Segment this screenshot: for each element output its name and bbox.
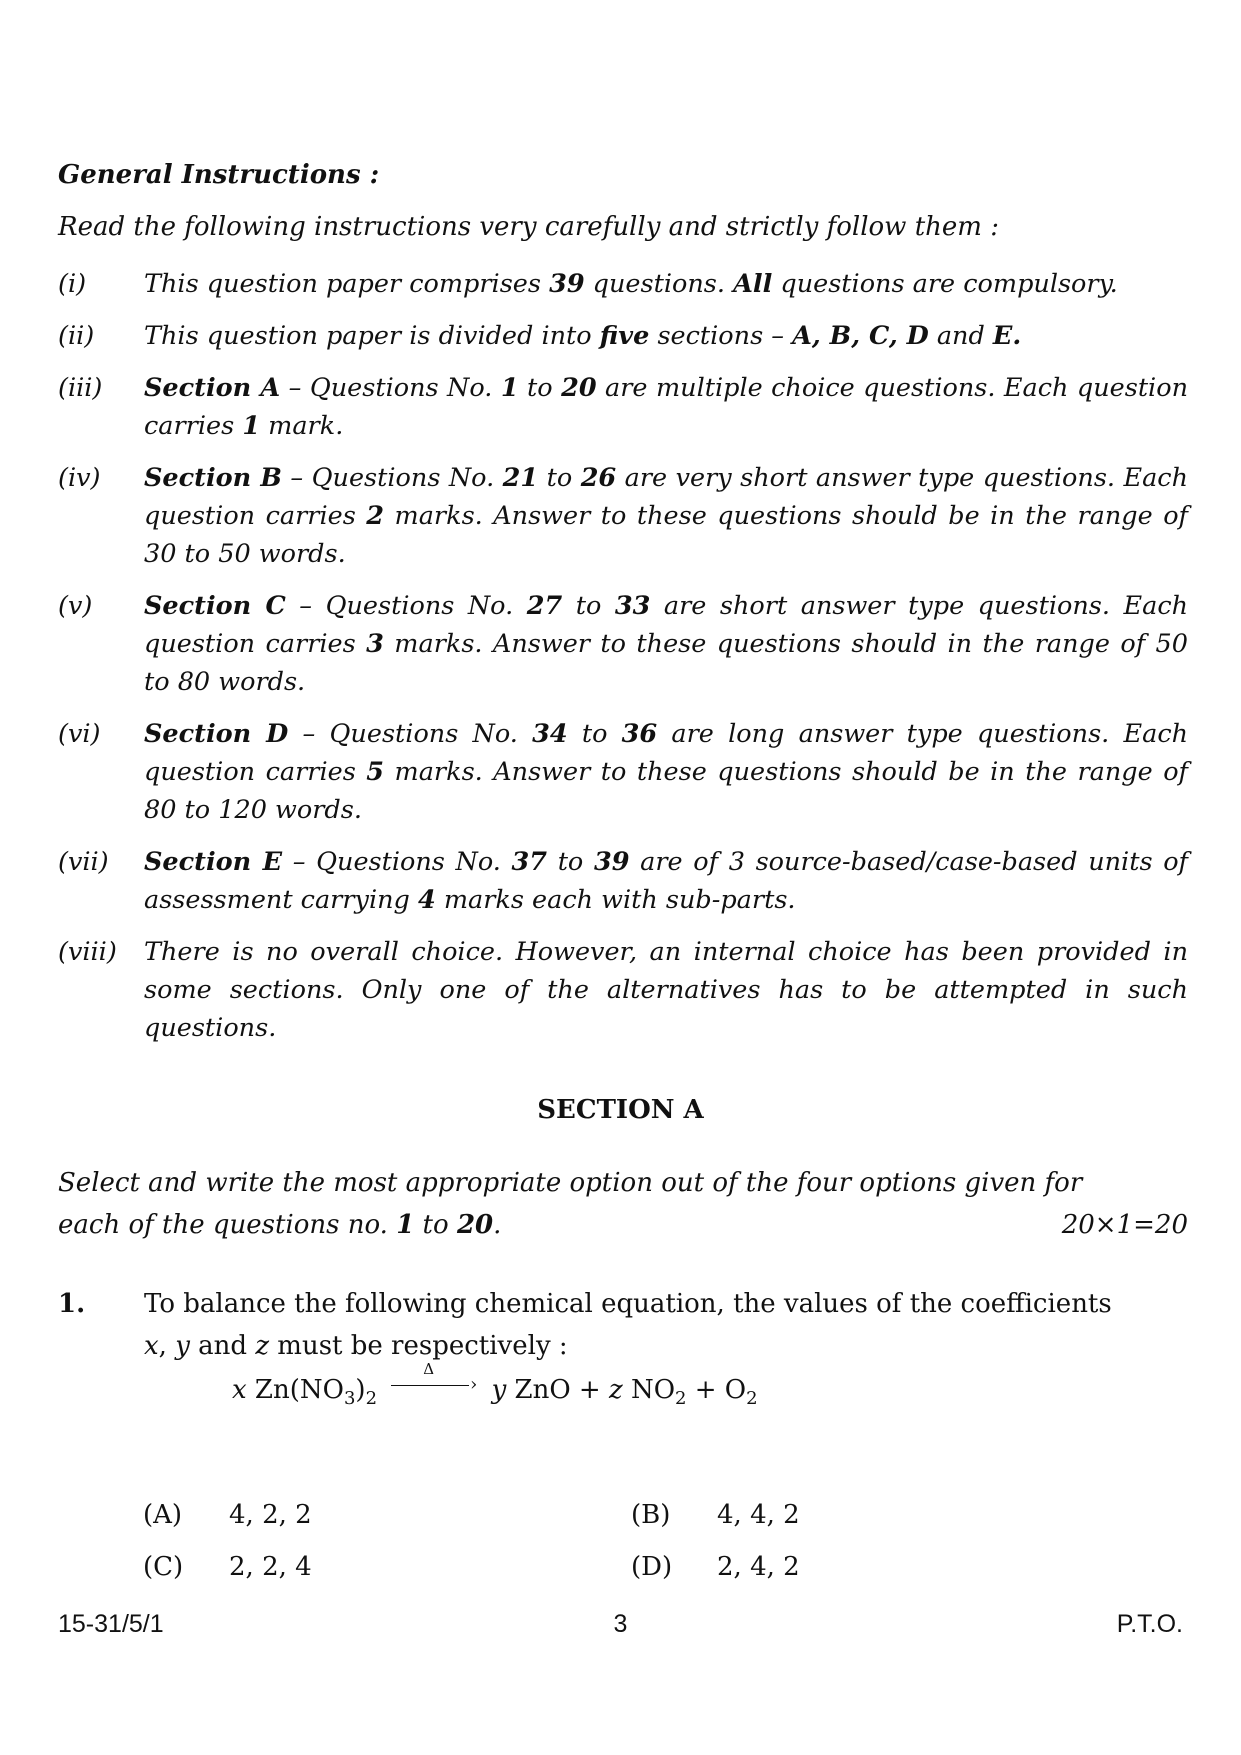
text-run: to	[562, 591, 615, 621]
var-z: z	[255, 1331, 270, 1361]
instruction-text	[144, 587, 1188, 701]
bold-text: 34	[532, 719, 568, 749]
bold-text: 20	[561, 373, 597, 403]
instruction-item	[58, 843, 1188, 919]
bold-text: E.	[992, 321, 1022, 351]
bold-text: All	[733, 269, 773, 299]
bold-text: five	[599, 321, 650, 351]
bold-text: 21	[502, 463, 539, 493]
var-y: y	[175, 1331, 190, 1361]
instruction-item	[58, 265, 1188, 303]
paper-code: 15-31/5/1	[58, 1610, 164, 1638]
chemical-equation	[232, 1360, 758, 1409]
bold-text: 5	[366, 757, 385, 787]
option-value: 4, 4, 2	[717, 1500, 800, 1530]
text-run: This question paper is divided into	[144, 321, 600, 351]
coef-x: x	[232, 1375, 247, 1405]
eq-sub: 3	[343, 1388, 356, 1409]
text-run: are short answer type questions. Each question carries	[144, 591, 1189, 659]
instruction-text	[144, 933, 1188, 1047]
bold-text: 37	[511, 847, 548, 877]
eq-right-1: ZnO +	[506, 1375, 609, 1405]
eq-left-1: Zn(NO	[246, 1375, 344, 1405]
text-run: to	[414, 1210, 457, 1240]
instruction-text	[144, 459, 1188, 573]
instruction-item	[58, 317, 1188, 355]
instruction-item	[58, 369, 1188, 445]
text-run: marks. Answer to these questions should be in the range of 80 to 120 words.	[144, 757, 1188, 825]
bold-text: 36	[621, 719, 658, 749]
question-text	[144, 1283, 1188, 1367]
text-sep: ,	[158, 1331, 176, 1361]
bold-text: Section A	[144, 373, 281, 403]
bold-text: 20	[456, 1210, 494, 1240]
option-label: (A)	[143, 1500, 183, 1530]
text-run: – Questions No.	[288, 719, 533, 749]
text-run: questions.	[584, 269, 734, 299]
bold-text: 27	[526, 591, 563, 621]
eq-left-2: )	[355, 1375, 366, 1405]
instruction-number: (iv)	[58, 463, 101, 493]
question-1	[58, 1283, 1188, 1367]
text-run: are multiple choice questions. Each question carries	[144, 373, 1188, 441]
section-directions	[58, 1162, 1188, 1246]
text-run: marks. Answer to these questions should in the range of 50 to 80 words.	[144, 629, 1188, 697]
text-run: – Questions No.	[280, 373, 501, 403]
text-run: to	[518, 373, 562, 403]
option-b[interactable]	[631, 1500, 800, 1530]
general-instructions-heading: General Instructions :	[58, 160, 380, 190]
instruction-text	[144, 369, 1188, 445]
bold-text: 33	[614, 591, 651, 621]
text-run: – Questions No.	[285, 591, 527, 621]
heat-symbol: Δ	[423, 1360, 435, 1378]
instruction-text	[144, 265, 1188, 303]
instruction-item	[58, 715, 1188, 829]
section-marks: 20×1=20	[1061, 1210, 1188, 1240]
eq-right-2: NO	[622, 1375, 676, 1405]
bold-text: 3	[366, 629, 384, 659]
reaction-arrow-icon: Δ ›	[391, 1376, 477, 1396]
text-run: and	[928, 321, 993, 351]
pto-label: P.T.O.	[1116, 1610, 1183, 1638]
text-run: There is no overall choice. However, an internal choice has been provided in some sections. Only one of the alternatives has to be attempted in such questions.	[144, 937, 1188, 1043]
question-text-line2	[144, 1325, 1188, 1367]
text-run: mark.	[260, 411, 344, 441]
page-number: 3	[613, 1610, 628, 1638]
eq-sub: 2	[675, 1388, 687, 1409]
eq-sub: 2	[365, 1388, 378, 1409]
text-run: are of 3 source-based/case-based units of assessment carrying	[144, 847, 1188, 915]
coef-y: y	[491, 1375, 507, 1405]
section-directions-text	[58, 1162, 1108, 1246]
option-d[interactable]	[631, 1552, 800, 1582]
question-number: 1.	[58, 1289, 86, 1319]
text-sep: and	[189, 1331, 256, 1361]
text-run: Select and write the most appropriate option out of the four options given for each of the questions no.	[58, 1168, 1083, 1240]
bold-text: 39	[549, 269, 585, 299]
instruction-number: (ii)	[58, 321, 95, 351]
text-run: to	[567, 719, 622, 749]
instruction-text	[144, 715, 1188, 829]
option-value: 4, 2, 2	[229, 1500, 312, 1530]
instruction-number: (iii)	[58, 373, 103, 403]
bold-text: 1	[500, 373, 519, 403]
option-value: 2, 4, 2	[717, 1552, 800, 1582]
text-run: .	[493, 1210, 502, 1240]
text-run: to	[538, 463, 581, 493]
instruction-number: (viii)	[58, 937, 117, 967]
instruction-number: (i)	[58, 269, 87, 299]
text-run: – Questions No.	[282, 847, 512, 877]
text-run: sections –	[649, 321, 793, 351]
option-label: (B)	[631, 1500, 671, 1530]
option-a[interactable]	[143, 1500, 312, 1530]
text-run: marks each with sub-parts.	[435, 885, 796, 915]
bold-text: 26	[580, 463, 617, 493]
bold-text: Section E	[144, 847, 283, 877]
instruction-number: (vii)	[58, 847, 109, 877]
var-x: x	[144, 1331, 159, 1361]
bold-text: Section D	[144, 719, 289, 749]
instructions-intro: Read the following instructions very carefully and strictly follow them :	[58, 212, 999, 242]
bold-text: 39	[593, 847, 630, 877]
bold-text: 1	[242, 411, 261, 441]
coef-z: z	[608, 1375, 623, 1405]
option-value: 2, 2, 4	[229, 1552, 312, 1582]
option-label: (D)	[631, 1552, 673, 1582]
text-run: are long answer type questions. Each question carries	[144, 719, 1189, 787]
option-c[interactable]	[143, 1552, 312, 1582]
section-title: SECTION A	[537, 1095, 704, 1125]
text-run: – Questions No.	[281, 463, 503, 493]
instruction-number: (vi)	[58, 719, 101, 749]
bold-text: Section B	[144, 463, 282, 493]
eq-sub: 2	[746, 1388, 758, 1409]
instruction-item	[58, 587, 1188, 701]
bold-text: Section C	[144, 591, 286, 621]
instruction-text	[144, 317, 1188, 355]
instruction-number: (v)	[58, 591, 93, 621]
bold-text: 2	[366, 501, 385, 531]
bold-text: 1	[396, 1210, 415, 1240]
bold-text: 4	[417, 885, 436, 915]
question-text-line1: To balance the following chemical equation, the values of the coefficients	[144, 1289, 1112, 1319]
text-run: This question paper comprises	[144, 269, 550, 299]
text-tail: must be respectively :	[269, 1331, 568, 1361]
text-run: questions are compulsory.	[772, 269, 1118, 299]
bold-text: A, B, C, D	[792, 321, 929, 351]
text-run: marks. Answer to these questions should be in the range of 30 to 50 words.	[144, 501, 1188, 569]
instruction-text	[144, 843, 1188, 919]
option-label: (C)	[143, 1552, 184, 1582]
instruction-item	[58, 933, 1188, 1047]
text-run: are very short answer type questions. Each question carries	[144, 463, 1188, 531]
text-run: to	[547, 847, 594, 877]
eq-right-3: + O	[686, 1375, 747, 1405]
instruction-item	[58, 459, 1188, 573]
